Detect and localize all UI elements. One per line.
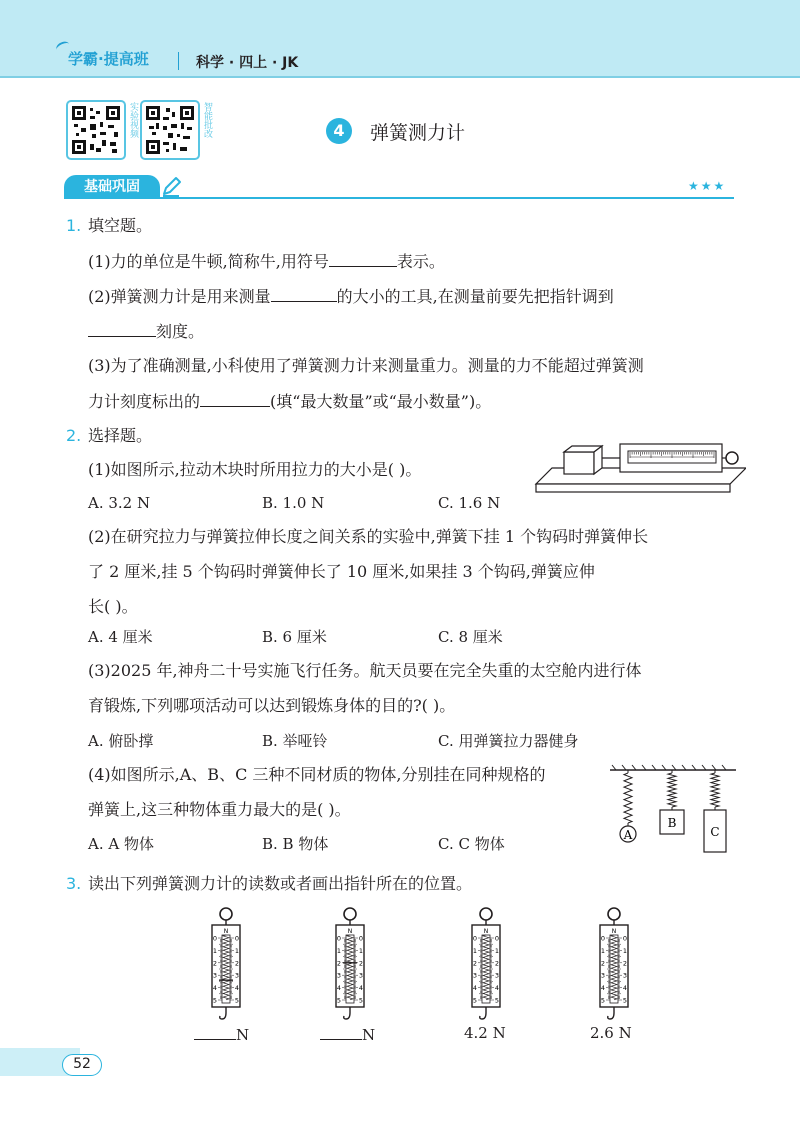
q2-sub1-option-b[interactable]: B. 1.0 N: [262, 494, 325, 512]
q2-sub2-option-c[interactable]: C. 8 厘米: [438, 628, 503, 646]
answer-blank-range[interactable]: [200, 391, 270, 407]
svg-text:5: 5: [622, 996, 628, 1005]
q1-part1-text-b: 表示。: [396, 252, 445, 271]
svg-text:3: 3: [212, 971, 218, 980]
q2-sub1: (1)如图所示,拉动木块时所用拉力的大小是( )。: [88, 460, 422, 479]
q2-sub4-option-b[interactable]: B. B 物体: [262, 835, 329, 853]
qr-code-icon: [72, 106, 120, 154]
svg-text:3: 3: [600, 971, 606, 980]
svg-text:0: 0: [472, 934, 478, 943]
q1-number: 1.: [66, 216, 82, 235]
svg-text:3: 3: [472, 971, 478, 980]
q2-sub3-line1: (3)2025 年,神舟二十号实施飞行任务。航天员要在完全失重的太空舱内进行体: [88, 661, 642, 680]
q2-sub4-option-a[interactable]: A. A 物体: [88, 835, 154, 853]
q2-sub3-option-a[interactable]: A. 俯卧撑: [88, 732, 154, 750]
meter-4-value: 2.6: [590, 1024, 614, 1042]
svg-text:0: 0: [234, 934, 240, 943]
svg-text:2: 2: [358, 959, 364, 968]
q2-sub4-option-c[interactable]: C. C 物体: [438, 835, 505, 853]
svg-text:1: 1: [336, 946, 342, 955]
qr-code-video[interactable]: [66, 100, 126, 160]
answer-blank-symbol[interactable]: [329, 251, 397, 267]
svg-text:2: 2: [212, 959, 218, 968]
lesson-title: 弹簧测力计: [370, 122, 466, 144]
q3-number: 3.: [66, 874, 82, 893]
lesson-number-badge: 4: [326, 118, 352, 144]
svg-text:1: 1: [358, 946, 364, 955]
meter-3-reading: [464, 1024, 506, 1042]
spring-scale-3: [462, 906, 510, 1024]
q2-sub4-line2: 弹簧上,这三种物体重力最大的是( )。: [88, 800, 351, 819]
q1-part3-text-b: 力计刻度标出的: [88, 392, 201, 411]
spring-a: [624, 770, 632, 826]
header-separator: [178, 52, 179, 70]
qr-label-video: 实验视频: [128, 102, 138, 138]
q1-part3: (3)为了准确测量,小科使用了弹簧测力计来测量重力。测量的力不能超过弹簧测: [88, 356, 644, 375]
svg-text:4: 4: [600, 984, 606, 993]
q2-sub2-option-a[interactable]: A. 4 厘米: [88, 628, 153, 646]
svg-text:N: N: [223, 928, 229, 935]
q1-part1: [88, 251, 445, 272]
object-c-label: C: [710, 825, 720, 839]
q1-part3-cont: [88, 391, 491, 412]
block-pull-diagram: [534, 438, 746, 496]
svg-text:4: 4: [212, 984, 218, 993]
svg-text:4: 4: [622, 984, 628, 993]
svg-text:2: 2: [234, 959, 240, 968]
svg-text:5: 5: [472, 996, 478, 1005]
q2-number: 2.: [66, 426, 82, 445]
svg-text:3: 3: [336, 971, 342, 980]
svg-text:2: 2: [622, 959, 628, 968]
answer-blank-measure[interactable]: [271, 286, 337, 302]
q1-part1-text-a: (1)力的单位是牛顿,简称牛,用符号: [88, 252, 329, 271]
q2-sub3-option-b[interactable]: B. 举哑铃: [262, 732, 328, 750]
hanging-objects-diagram: [610, 764, 736, 856]
svg-text:3: 3: [622, 971, 628, 980]
qr-code-grading[interactable]: [140, 100, 200, 160]
q2-sub2-option-b[interactable]: B. 6 厘米: [262, 628, 327, 646]
svg-text:1: 1: [234, 946, 240, 955]
spring-scale-2: [326, 906, 374, 1024]
svg-text:2: 2: [600, 959, 606, 968]
subject-label: 科学 · 四上 · JK: [196, 55, 299, 71]
meter-3-unit: N: [492, 1024, 506, 1042]
horizontal-spring-scale: [620, 444, 738, 472]
svg-text:3: 3: [358, 971, 364, 980]
svg-text:0: 0: [494, 934, 500, 943]
q1-part2-text-b: 的大小的工具,在测量前要先把指针调到: [336, 287, 614, 306]
brand-title: 学霸·提高班: [68, 50, 149, 68]
q2-title: 选择题。: [88, 426, 153, 445]
meter-3-value: 4.2: [464, 1024, 488, 1042]
answer-blank-meter-1[interactable]: [194, 1024, 236, 1040]
answer-blank-zero[interactable]: [88, 321, 156, 337]
q3-title: 读出下列弹簧测力计的读数或者画出指针所在的位置。: [88, 874, 473, 893]
svg-text:5: 5: [358, 996, 364, 1005]
q1-title: 填空题。: [88, 216, 153, 235]
section-rule: [64, 197, 734, 199]
section-tag: 基础巩固: [64, 175, 160, 199]
svg-text:4: 4: [358, 984, 364, 993]
svg-text:0: 0: [336, 934, 342, 943]
svg-text:2: 2: [336, 959, 342, 968]
object-b-label: B: [667, 816, 677, 830]
object-a-label: A: [623, 828, 633, 842]
svg-text:N: N: [347, 928, 353, 935]
svg-text:2: 2: [494, 959, 500, 968]
svg-text:1: 1: [212, 946, 218, 955]
spring-c: [711, 770, 719, 810]
q2-sub4-line1: (4)如图所示,A、B、C 三种不同材质的物体,分别挂在同种规格的: [88, 765, 546, 784]
meter-1-unit: N: [236, 1026, 250, 1044]
q2-sub2-line2: 了 2 厘米,挂 5 个钩码时弹簧伸长了 10 厘米,如果挂 3 个钩码,弹簧应伸: [88, 562, 595, 581]
meter-2-unit: N: [362, 1026, 376, 1044]
meter-4-reading: [590, 1024, 632, 1042]
difficulty-stars: ★★★: [688, 179, 727, 193]
svg-text:4: 4: [472, 984, 478, 993]
svg-text:3: 3: [494, 971, 500, 980]
svg-text:5: 5: [212, 996, 218, 1005]
page-number: 52: [62, 1054, 102, 1076]
qr-code-icon: [146, 106, 194, 154]
svg-text:1: 1: [472, 946, 478, 955]
meter-1-reading: [194, 1024, 249, 1044]
q1-part2-cont: [88, 321, 204, 342]
q1-part2: [88, 286, 614, 307]
q2-sub1-option-c[interactable]: C. 1.6 N: [438, 494, 501, 512]
q1-part2-text-a: (2)弹簧测力计是用来测量: [88, 287, 271, 306]
spring-b: [668, 770, 676, 810]
svg-text:5: 5: [234, 996, 240, 1005]
q2-sub3-line2: 育锻炼,下列哪项活动可以达到锻炼身体的目的?( )。: [88, 696, 456, 715]
svg-text:5: 5: [600, 996, 606, 1005]
answer-blank-meter-2[interactable]: [320, 1024, 362, 1040]
svg-text:0: 0: [600, 934, 606, 943]
q2-sub1-option-a[interactable]: A. 3.2 N: [88, 494, 151, 512]
svg-text:1: 1: [600, 946, 606, 955]
q2-sub2-line3: 长( )。: [88, 597, 138, 616]
q1-part2-text-c: 刻度。: [156, 322, 205, 341]
spring-scale-4: [590, 906, 638, 1024]
meter-2-reading: [320, 1024, 375, 1044]
header-divider: [0, 76, 800, 78]
svg-text:5: 5: [336, 996, 342, 1005]
svg-text:4: 4: [336, 984, 342, 993]
pencil-icon: [160, 176, 182, 198]
svg-text:2: 2: [472, 959, 478, 968]
q1-part3-text-c: (填“最大数量”或“最小数量”)。: [270, 392, 492, 411]
svg-text:3: 3: [234, 971, 240, 980]
spring-scale-1: [202, 906, 250, 1024]
svg-text:4: 4: [494, 984, 500, 993]
meter-4-unit: N: [618, 1024, 632, 1042]
svg-text:1: 1: [622, 946, 628, 955]
svg-text:4: 4: [234, 984, 240, 993]
q2-sub2-line1: (2)在研究拉力与弹簧拉伸长度之间关系的实验中,弹簧下挂 1 个钩码时弹簧伸长: [88, 527, 649, 546]
wood-block: [564, 446, 602, 474]
svg-text:N: N: [611, 928, 617, 935]
svg-text:0: 0: [212, 934, 218, 943]
svg-text:1: 1: [494, 946, 500, 955]
svg-text:N: N: [483, 928, 489, 935]
svg-text:5: 5: [494, 996, 500, 1005]
q2-sub3-option-c[interactable]: C. 用弹簧拉力器健身: [438, 732, 579, 750]
svg-text:0: 0: [358, 934, 364, 943]
svg-text:0: 0: [622, 934, 628, 943]
qr-label-grading: 智能批改: [202, 102, 212, 138]
